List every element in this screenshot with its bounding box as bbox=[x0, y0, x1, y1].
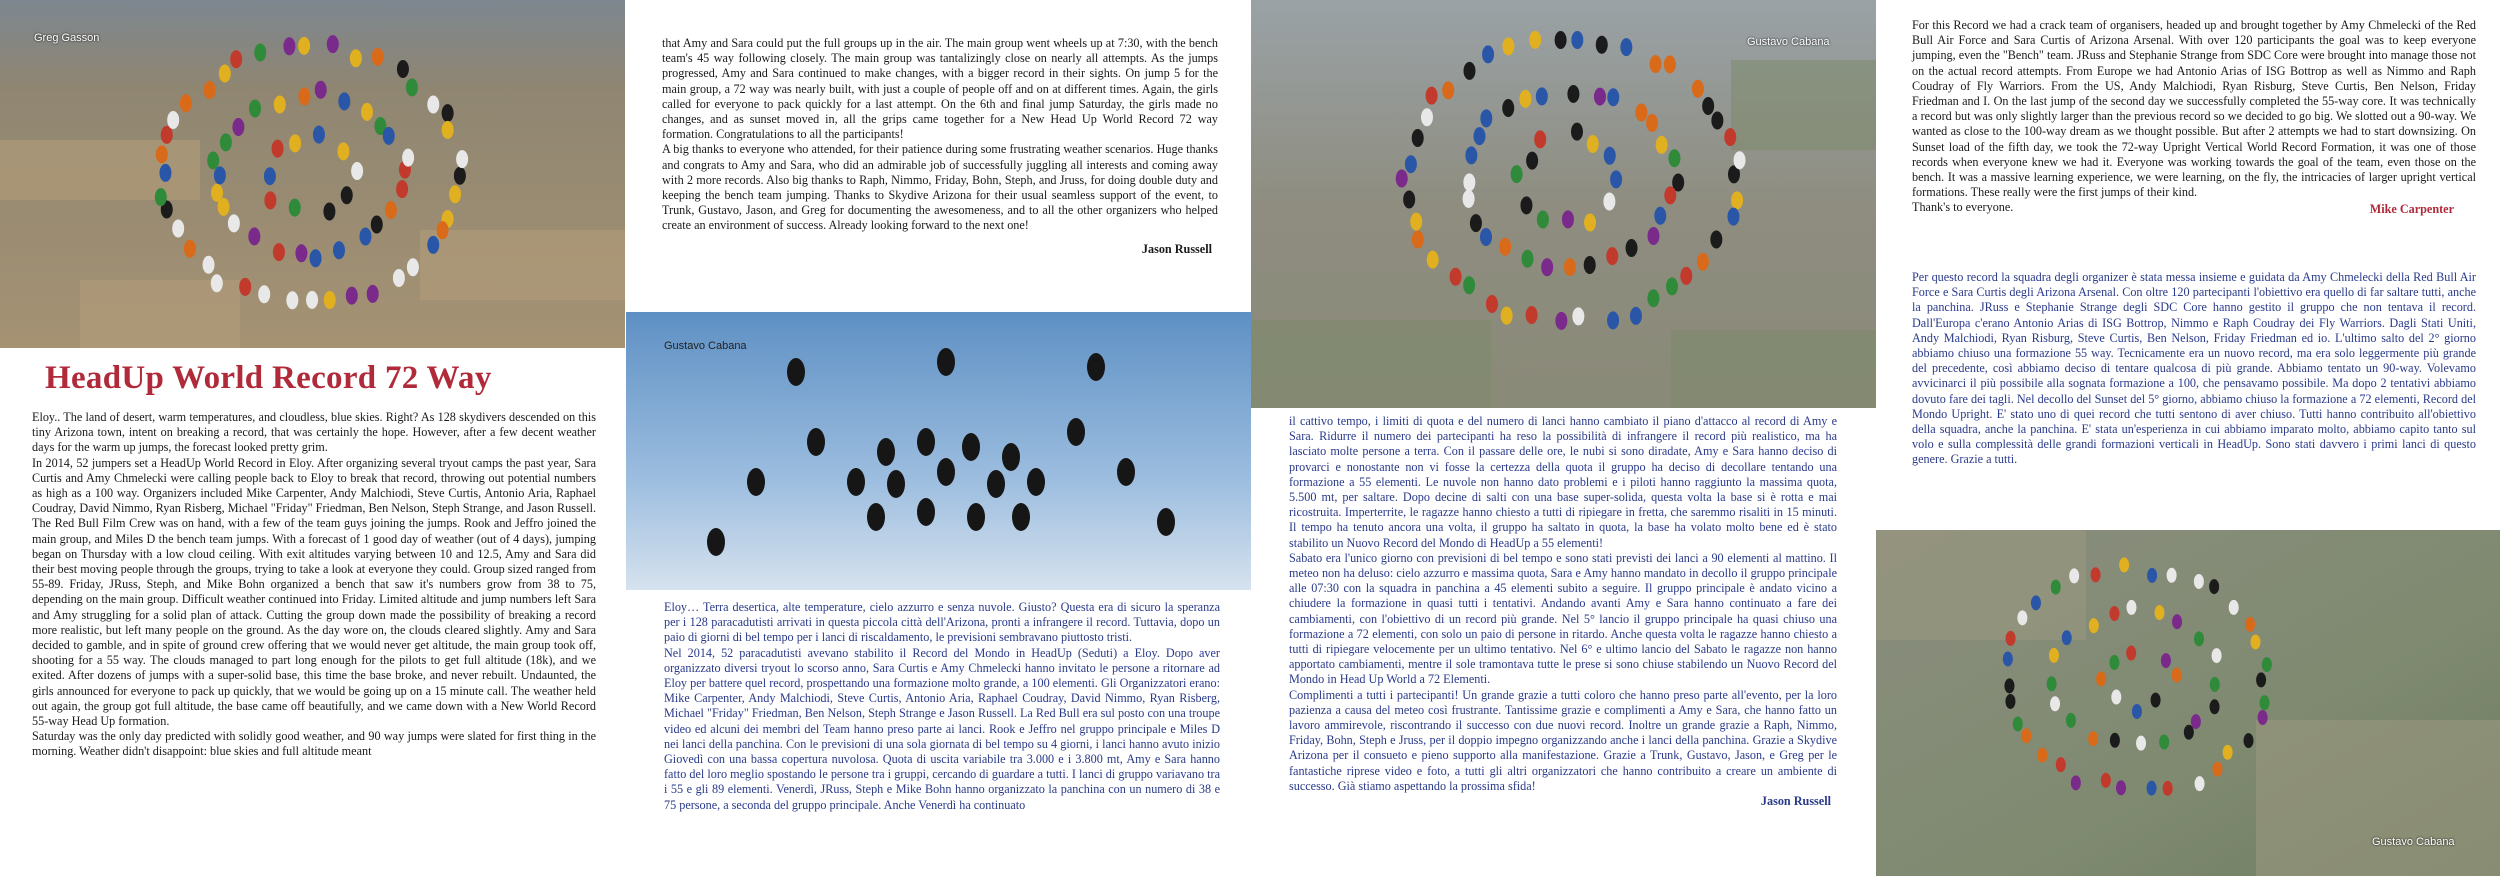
paragraph: il cattivo tempo, i limiti di quota e del numero di lanci hanno cambiato il piano d'attacco al record di Amy e Sara. Ridurre il numero dei partecipanti ha reso la possibilità di infrangere il record più realistico, ma ha lasciato molte persone a terra. Con il passare delle ore, le nubi si sono diradate, Amy e Sara hanno deciso di provarci e nonostante non vi fosse la certezza della quota il gruppo ha deciso di decollare tentando una formazione a 55 elementi. Le nuvole non hanno dato problemi e i piloti hanno raggiunto la massima quota, 5.500 mt, per saltare. Dopo decine di salti con una base super-solida, questa volta la base si è rotta e mai ricostruita. Imperterrite, le ragazze hanno chiesto a tutti di ripiegare in fretta, che saremmo risaliti in 15 minuti. Il tempo ha tenuto ancora una volta, il gruppo ha saltato in quota, la base ha volato molto bene ed è stato stabilito un Nuovo Record del Mondo di HeadUp a 55 elementi! bbox=[1289, 414, 1837, 550]
skydiver-figure bbox=[286, 291, 298, 309]
skydiver-figure bbox=[258, 285, 270, 303]
paragraph: For this Record we had a crack team of organisers, headed up and brought together by Amy Chmelecki of the Red Bull Air Force and Sara Curtis of Arizona Arsenal. With over 120 participants the goal was to keep everyone jumping, even the "Bench" team. JRuss and Stephanie Strange from SDC Core were brought into manage those not on the actual record attempts. From Europe we had Antonio Arias of ISG Bottrop as well as Nimmo and Raph Coudray of Fly Warriors. From the US, Andy Malchiodi, Ryan Risburg, Steve Curtis, Ben Nelson, Friday Friedman and I. On the last jump of the second day we successfully completed the 55-way core. It was technically a record but was only slightly larger than the previous record so we decided to go big. We slotted out a 90-way. We wanted as close to the 100-way dream as we thought possible. But after 2 attempts we had to start downsizing. On Sunset load of the fifth day, we took the 72-way Upright Vertical World Record Formation, it was one of those records when everyone knew we had it. Everyone was working towards the goal of the team, even those on the bench. It was a massive learning experience, we were learning, on the fly, the intricacies of larger upright vertical formations. These really were the first jumps of their kind. bbox=[1912, 18, 2476, 200]
skydiver-figure bbox=[1027, 468, 1045, 496]
sky-photo-graphic bbox=[626, 312, 1251, 590]
skydiver-figure bbox=[1710, 231, 1722, 249]
skydiver-figure bbox=[1087, 353, 1105, 381]
skydiver-figure bbox=[1511, 165, 1523, 183]
skydiver-figure bbox=[407, 258, 419, 276]
skydiver-figure bbox=[333, 241, 345, 259]
skydiver-figure bbox=[1630, 307, 1642, 325]
skydiver-figure bbox=[230, 50, 242, 68]
skydiver-figure bbox=[1555, 31, 1567, 49]
skydiver-figure bbox=[2184, 725, 2194, 740]
skydiver-figure bbox=[361, 103, 373, 121]
skydiver-figure bbox=[283, 37, 295, 55]
skydiver-figure bbox=[402, 149, 414, 167]
skydiver-figure bbox=[2191, 714, 2201, 729]
photo-credit-3: Gustavo Cabana bbox=[1747, 36, 1830, 48]
skydiver-figure bbox=[1470, 214, 1482, 232]
skydiver-figure bbox=[2031, 595, 2041, 610]
skydiver-figure bbox=[1603, 192, 1615, 210]
skydiver-figure bbox=[249, 100, 261, 118]
article-column-4 bbox=[1912, 18, 2476, 217]
skydiver-figure bbox=[2194, 631, 2204, 646]
skydiver-figure bbox=[1522, 250, 1534, 268]
skydiver-figure bbox=[867, 503, 885, 531]
skydiver-figure bbox=[1567, 85, 1579, 103]
skydiver-figure bbox=[155, 188, 167, 206]
skydiver-figure bbox=[1596, 36, 1608, 54]
skydiver-figure bbox=[2209, 579, 2219, 594]
skydiver-figure bbox=[2003, 651, 2013, 666]
skydiver-figure bbox=[1403, 191, 1415, 209]
skydiver-figure bbox=[2167, 568, 2177, 583]
skydiver-figure bbox=[211, 184, 223, 202]
skydiver-figure bbox=[239, 278, 251, 296]
skydiver-figure bbox=[427, 236, 439, 254]
aerial-photo-graphic-3 bbox=[1876, 530, 2500, 876]
photo-credit-1: Greg Gasson bbox=[34, 32, 100, 44]
skydiver-figure bbox=[1463, 173, 1475, 191]
skydiver-figure bbox=[1117, 458, 1135, 486]
skydiver-figure bbox=[1396, 170, 1408, 188]
skydiver-figure bbox=[449, 185, 461, 203]
skydiver-figure bbox=[1607, 311, 1619, 329]
skydiver-figure bbox=[228, 214, 240, 232]
skydiver-figure bbox=[313, 126, 325, 144]
paragraph: In 2014, 52 jumpers set a HeadUp World Record in Eloy. After organizing several tryout camps the past year, Sara Curtis and Amy Chmelecki were calling people back to Eloy to break that record, throwing out potential numbers as high as a 100 way. Organizers included Mike Carpenter, Andy Malchiodi, Steve Curtis, Antonio Aria, Raphael Coudray, David Nimmo, Ryan Risberg, Michael "Friday" Friedman, Ben Nelson, Steph Strange, and Jason Russell. The Red Bull Film Crew was on hand, with a few of the team guys joining the jumps. Rook and Jeffro joined the main group, and Miles D the bench team jumps. With a forecast of 1 good day of weather (out of 4 days), jumping began on Thursday with a low cloud ceiling. With exit altitudes varying between 10 and 12.5, Amy and Sara did their best moving people through the groups, trying to take a look at everyone they could. Group sized ranged from 55-89. Friday, JRuss, Steph, and Mike Bohn organized a bench that saw it's numbers grow from 38 to 75, depending on the main group. Difficult weather continued into Friday. Limited altitude and jump numbers left Sara and Amy struggling for a solid plan of attack. Cutting the group down made the possibility of breaking a record more realistic, but left many people on the ground. As the day wore on, the clouds cleared slightly. Amy and Sara decided to gamble, and in spite of ground crew offering that we would never get altitude, the main group took off, shooting for a 55 way. The clouds managed to part long enough for the pilots to get full altitude (18k), and we exited. After dozens of jumps with a super-solid base, this time the base broke, and never rebuilt. Undaunted, the girls announced for everyone to pack up quickly, that we would be going up on a 15 minute call. The weather held out again, the group got full altitude, the base came off beautifully, and we came down with a New World Record 55-way Head Up formation. bbox=[32, 455, 596, 729]
skydiver-figure bbox=[2136, 736, 2146, 751]
skydiver-figure bbox=[264, 191, 276, 209]
skydiver-figure bbox=[2126, 600, 2136, 615]
skydiver-figure bbox=[2109, 606, 2119, 621]
paragraph: Thank's to everyone. bbox=[1912, 200, 2014, 215]
skydiver-figure bbox=[2005, 694, 2015, 709]
skydiver-figure bbox=[203, 256, 215, 274]
skydiver-figure bbox=[359, 227, 371, 245]
skydiver-figure bbox=[264, 167, 276, 185]
skydiver-figure bbox=[1668, 149, 1680, 167]
skydiver-figure bbox=[2006, 631, 2016, 646]
skydiver-figure bbox=[2069, 568, 2079, 583]
skydiver-figure bbox=[1606, 247, 1618, 265]
skydiver-figure bbox=[1647, 227, 1659, 245]
skydiver-figure bbox=[1463, 62, 1475, 80]
skydiver-figure bbox=[2050, 696, 2060, 711]
photo-aerial-formation-2 bbox=[1251, 0, 1876, 408]
skydiver-figure bbox=[1534, 130, 1546, 148]
skydiver-figure bbox=[1520, 196, 1532, 214]
skydiver-figure bbox=[1587, 135, 1599, 153]
skydiver-figure bbox=[967, 503, 985, 531]
skydiver-figure bbox=[1664, 186, 1676, 204]
skydiver-figure bbox=[204, 81, 216, 99]
skydiver-figure bbox=[2096, 671, 2106, 686]
skydiver-figure bbox=[1502, 37, 1514, 55]
skydiver-figure bbox=[2017, 610, 2027, 625]
skydiver-figure bbox=[2047, 676, 2057, 691]
skydiver-figure bbox=[371, 216, 383, 234]
skydiver-figure bbox=[1442, 81, 1454, 99]
skydiver-figure bbox=[887, 470, 905, 498]
skydiver-figure bbox=[1697, 253, 1709, 271]
paragraph: Sabato era l'unico giorno con previsioni di bel tempo e sono stati previsti dei lanci a 90 elementi al mattino. Il meteo non ha deluso: cielo azzurro e massima quota, Sara e Amy hanno mandato in decollo il gruppo principale alle 07:30 con la squadra in panchina a 45 elementi subito a seguire. Il gruppo principale è andato vicino a chiudere la formazione in quasi tutti i tentativi. Andando avanti Amy e Sara hanno continuato a fare dei cambiamenti, con l'obiettivo di un record più grande. Nel 5° lancio il gruppo principale ha quasi chiuso una formazione a 72 elementi, con solo un paio di persone in ritardo. Anche questa volta le ragazze hanno chiesto a tutti di ripiegare velocemente per un ultimo tentativo. Nel 6° e ultimo lancio del Sabato le ragazze non hanno apportato cambiamenti, mentre il sole tramontava tutte le prese si sono chiuse stabilendo un Nuovo Record del Mondo in Head Up World a 72 Elementi. bbox=[1289, 550, 1837, 687]
skydiver-figure bbox=[2089, 618, 2099, 633]
skydiver-figure bbox=[2244, 733, 2254, 748]
skydiver-figure bbox=[1499, 238, 1511, 256]
skydiver-figure bbox=[2049, 648, 2059, 663]
skydiver-figure bbox=[383, 127, 395, 145]
skydiver-figure bbox=[2013, 716, 2023, 731]
skydiver-figure bbox=[372, 48, 384, 66]
skydiver-figure bbox=[1646, 114, 1658, 132]
skydiver-figure bbox=[2051, 580, 2061, 595]
skydiver-figure bbox=[1656, 136, 1668, 154]
skydiver-figure bbox=[1571, 31, 1583, 49]
skydiver-figure bbox=[1607, 88, 1619, 106]
skydiver-figure bbox=[1564, 258, 1576, 276]
skydiver-figure bbox=[1486, 295, 1498, 313]
article-column-3-italian bbox=[1289, 414, 1837, 809]
skydiver-figure bbox=[442, 121, 454, 139]
skydiver-figure bbox=[1519, 90, 1531, 108]
skydiver-figure bbox=[1610, 170, 1622, 188]
skydiver-figure bbox=[1473, 127, 1485, 145]
skydiver-figure bbox=[1654, 207, 1666, 225]
skydiver-figure bbox=[315, 81, 327, 99]
skydiver-figure bbox=[1724, 128, 1736, 146]
skydiver-figure bbox=[306, 291, 318, 309]
skydiver-figure bbox=[1427, 251, 1439, 269]
skydiver-figure bbox=[2066, 713, 2076, 728]
paragraph: Complimenti a tutti i partecipanti! Un grande grazie a tutti coloro che hanno preso parte all'evento, per la loro pazienza a causa del meteo così frustrante. Tantissime grazie e complimenti a Amy e Sara, che hanno fatto un lavoro ammirevole, riscontrando il successo con due nuovi record. Inoltre un grande grazie a Raph, Nimmo, Friday, Bohn, Steph e Jruss, per il doppio impegno organizzando anche i lanci della panchina. Grazie a Skydive Arizona per il consueto e pieno supporto alla manifestazione. Grazie a Trunk, Gustavo, Jason, e Greg per le fantastiche riprese video e foto, a tutti gli altri organizzatori che hanno contribuito a creare un ambiente di successo. Già stiamo aspettando la prossima sfida! bbox=[1289, 687, 1837, 793]
article-title: HeadUp World Record 72 Way bbox=[45, 360, 492, 396]
skydiver-figure bbox=[1571, 123, 1583, 141]
skydiver-figure bbox=[254, 43, 266, 61]
skydiver-figure bbox=[807, 428, 825, 456]
skydiver-figure bbox=[1502, 99, 1514, 117]
skydiver-figure bbox=[156, 145, 168, 163]
author-signature: Mike Carpenter bbox=[2369, 201, 2454, 216]
skydiver-figure bbox=[324, 291, 336, 309]
skydiver-figure bbox=[1405, 155, 1417, 173]
skydiver-figure bbox=[2154, 605, 2164, 620]
skydiver-figure bbox=[1584, 214, 1596, 232]
paragraph: Per questo record la squadra degli organizer è stata messa insieme e guidata da Amy Chmelecki della Red Bull Air Force e Sara Curtis degli Arizona Arsenal. Con oltre 120 partecipanti l'obiettivo era quello di far saltare tutti, anche la panchina. JRuss e Stephanie Strange degli SDC Core hanno gestito il gruppo che non tentava il record. Dall'Europa c'erano Antonio Arias di ISG Bottrop, Nimmo e Raph Coudray dei Fly Warriors. Dagli Stati Uniti, Andy Malchiodi, Ryan Risburg, Steve Curtis, Ben Nelson, Friday Friedman ed io. L'ultimo salto del 2° giorno abbiamo chiuso una formazione 55 way. Tecnicamente era un nuovo record, ma era solo leggermente più grande del precedente, così abbiamo deciso di tentare qualcosa di più grande. Abbiamo tentato un 90-way. Volevamo avvicinarci il più possibile alla sognata formazione a 100, che pensavamo possibile. Ma dopo 2 tentativi abbiamo dovuto fare dei tagli. Nel decollo del Sunset del 5° giorno, abbiamo chiuso la formazione a 72 elementi, Record del Mondo Upright. E' stato uno di quei record che tutti sentono di aver chiuso. Tutti hanno contribuito all'obiettivo della squadra, anche la panchina. E' stata un'esperienza in cui abbiamo imparato molto, abbiamo capito tanto sul volo e sulla complessità delle grandi formazioni verticali in HeadUp. Sono stati davvero i primi lanci di questo genere. Grazie a tutti. bbox=[1912, 270, 2476, 467]
skydiver-figure bbox=[337, 142, 349, 160]
skydiver-figure bbox=[310, 249, 322, 267]
skydiver-figure bbox=[1572, 307, 1584, 325]
skydiver-figure bbox=[2210, 677, 2220, 692]
skydiver-figure bbox=[437, 221, 449, 239]
skydiver-figure bbox=[2163, 781, 2173, 796]
skydiver-figure bbox=[1731, 191, 1743, 209]
skydiver-figure bbox=[1480, 228, 1492, 246]
skydiver-figure bbox=[2212, 762, 2222, 777]
skydiver-figure bbox=[385, 201, 397, 219]
skydiver-figure bbox=[1562, 210, 1574, 228]
skydiver-figure bbox=[2004, 678, 2014, 693]
skydiver-figure bbox=[1463, 276, 1475, 294]
skydiver-figure bbox=[180, 94, 192, 112]
skydiver-figure bbox=[159, 164, 171, 182]
skydiver-figure bbox=[787, 358, 805, 386]
skydiver-figure bbox=[2147, 781, 2157, 796]
skydiver-figure bbox=[1711, 112, 1723, 130]
skydiver-figure bbox=[2260, 695, 2270, 710]
skydiver-figure bbox=[427, 95, 439, 113]
skydiver-figure bbox=[327, 35, 339, 53]
skydiver-figure bbox=[442, 104, 454, 122]
skydiver-figure bbox=[2021, 728, 2031, 743]
skydiver-figure bbox=[184, 240, 196, 258]
article-column-1 bbox=[32, 410, 596, 760]
skydiver-figure bbox=[397, 60, 409, 78]
skydiver-figure bbox=[1555, 312, 1567, 330]
skydiver-figure bbox=[1650, 55, 1662, 73]
author-signature: Jason Russell bbox=[1760, 794, 1831, 809]
paragraph: Eloy… Terra desertica, alte temperature, cielo azzurro e senza nuvole. Giusto? Questa era di sicuro la speranza per i 128 paracadutisti arrivati in questa piccola città dell'Arizona, pronti a infrangere il record. Tuttavia, dopo un paio di giorni di bel tempo per i lanci di riscaldamento, le previsioni sembravano piuttosto tristi. bbox=[664, 600, 1220, 645]
skydiver-figure bbox=[396, 180, 408, 198]
skydiver-figure bbox=[456, 150, 468, 168]
skydiver-figure bbox=[232, 118, 244, 136]
skydiver-figure bbox=[2210, 699, 2220, 714]
skydiver-figure bbox=[2212, 648, 2222, 663]
skydiver-figure bbox=[350, 49, 362, 67]
skydiver-figure bbox=[219, 65, 231, 83]
skydiver-figure bbox=[1666, 277, 1678, 295]
skydiver-figure bbox=[917, 498, 935, 526]
skydiver-figure bbox=[289, 199, 301, 217]
skydiver-figure bbox=[289, 134, 301, 152]
skydiver-figure bbox=[937, 458, 955, 486]
skydiver-figure bbox=[1012, 503, 1030, 531]
skydiver-figure bbox=[2256, 672, 2266, 687]
skydiver-figure bbox=[351, 162, 363, 180]
skydiver-figure bbox=[295, 244, 307, 262]
skydiver-figure bbox=[2262, 657, 2272, 672]
skydiver-figure bbox=[2258, 710, 2268, 725]
skydiver-figure bbox=[338, 92, 350, 110]
skydiver-figure bbox=[2091, 567, 2101, 582]
skydiver-figure bbox=[2172, 667, 2182, 682]
skydiver-figure bbox=[1412, 231, 1424, 249]
skydiver-figure bbox=[2116, 780, 2126, 795]
skydiver-figure bbox=[2151, 693, 2161, 708]
skydiver-figure bbox=[2161, 653, 2171, 668]
photo-credit-2: Gustavo Cabana bbox=[664, 340, 747, 352]
skydiver-figure bbox=[987, 470, 1005, 498]
skydiver-figure bbox=[172, 220, 184, 238]
skydiver-figure bbox=[1426, 87, 1438, 105]
skydiver-figure bbox=[248, 227, 260, 245]
skydiver-figure bbox=[273, 243, 285, 261]
skydiver-figure bbox=[298, 87, 310, 105]
skydiver-figure bbox=[1692, 80, 1704, 98]
skydiver-figure bbox=[367, 285, 379, 303]
skydiver-figure bbox=[1480, 109, 1492, 127]
photo-aerial-formation-1 bbox=[0, 0, 625, 348]
aerial-photo-graphic-2 bbox=[1251, 0, 1876, 408]
skydiver-figure bbox=[1526, 152, 1538, 170]
skydiver-figure bbox=[211, 274, 223, 292]
skydiver-figure bbox=[1541, 258, 1553, 276]
skydiver-figure bbox=[2229, 600, 2239, 615]
skydiver-figure bbox=[2062, 630, 2072, 645]
skydiver-figure bbox=[1727, 208, 1739, 226]
skydiver-figure bbox=[2132, 704, 2142, 719]
skydiver-figure bbox=[346, 287, 358, 305]
skydiver-figure bbox=[1594, 88, 1606, 106]
skydiver-figure bbox=[1536, 87, 1548, 105]
skydiver-figure bbox=[2071, 775, 2081, 790]
skydiver-figure bbox=[1450, 268, 1462, 286]
photo-aerial-formation-3 bbox=[1876, 530, 2500, 876]
skydiver-figure bbox=[274, 95, 286, 113]
skydiver-figure bbox=[207, 151, 219, 169]
skydiver-figure bbox=[1463, 190, 1475, 208]
skydiver-figure bbox=[2194, 574, 2204, 589]
aerial-photo-graphic bbox=[0, 0, 625, 348]
skydiver-figure bbox=[2119, 557, 2129, 572]
skydiver-figure bbox=[962, 433, 980, 461]
skydiver-figure bbox=[1501, 307, 1513, 325]
skydiver-figure bbox=[1465, 146, 1477, 164]
skydiver-figure bbox=[2101, 773, 2111, 788]
article-column-2 bbox=[662, 36, 1218, 257]
skydiver-figure bbox=[161, 126, 173, 144]
skydiver-figure bbox=[393, 269, 405, 287]
skydiver-figure bbox=[2223, 745, 2233, 760]
skydiver-figure bbox=[341, 186, 353, 204]
skydiver-figure bbox=[2088, 731, 2098, 746]
skydiver-figure bbox=[1635, 104, 1647, 122]
skydiver-figure bbox=[1664, 55, 1676, 73]
skydiver-figure bbox=[937, 348, 955, 376]
skydiver-figure bbox=[298, 37, 310, 55]
skydiver-figure bbox=[1067, 418, 1085, 446]
article-column-4-italian bbox=[1912, 270, 2476, 468]
skydiver-figure bbox=[2245, 617, 2255, 632]
skydiver-figure bbox=[877, 438, 895, 466]
skydiver-figure bbox=[1529, 31, 1541, 49]
paragraph: Saturday was the only day predicted with solidly good weather, and 90 way jumps were slated for first thing in the morning. Weather didn't disappoint: blue skies and full altitude meant bbox=[32, 729, 596, 759]
paragraph: that Amy and Sara could put the full groups up in the air. The main group went wheels up at 7:30, with the bench team's 45 way following closely. The main group was tantalizingly close on nearly all attempts. As the jumps progressed, Amy and Sara continued to make changes, with a bigger record in their sights. On jump 5 for the main group, a 72 way was nearly built, with just a couple of people off and on at different times. Again, the girls called for everyone to pack quickly for a last attempt. On the 6th and final jump Saturday, the girls made no changes, and as sunset moved in, all the grips came together for a New Head Up World Record 72 way formation. Congratulations to all the participants! bbox=[662, 36, 1218, 142]
paragraph: Eloy.. The land of desert, warm temperatures, and cloudless, blue skies. Right? As 128 skydivers descended on this tiny Arizona town, intent on breaking a record, that was certainly the hope. However, after a few decent weather days for the warm up jumps, the forecast looked pretty grim. bbox=[32, 410, 596, 455]
skydiver-figure bbox=[917, 428, 935, 456]
skydiver-figure bbox=[747, 468, 765, 496]
skydiver-figure bbox=[2037, 748, 2047, 763]
skydiver-figure bbox=[1680, 267, 1692, 285]
skydiver-figure bbox=[1157, 508, 1175, 536]
skydiver-figure bbox=[2159, 735, 2169, 750]
skydiver-figure bbox=[1482, 45, 1494, 63]
skydiver-figure bbox=[2111, 690, 2121, 705]
paragraph: A big thanks to everyone who attended, for their patience during some frustrating weather scenarios. Huge thanks and congrats to Amy and Sara, who did an admirable job of successfully juggling all interests and coming away with 2 more records. Also big thanks to Raph, Nimmo, Friday, Bohn, Steph, and Jruss, for doing double duty and keeping the bench team jumping. Thanks to Skydive Arizona for their usual seamless support of the event, to Trunk, Gustavo, Jason, and Greg for documenting the awesomeness, and to all the other organizers who helped create an environment of success. Already looking forward to the next one! bbox=[662, 142, 1218, 233]
skydiver-figure bbox=[2195, 776, 2205, 791]
skydiver-figure bbox=[2109, 655, 2119, 670]
photo-sky-formation bbox=[626, 312, 1251, 590]
skydiver-figure bbox=[2147, 568, 2157, 583]
skydiver-figure bbox=[1620, 38, 1632, 56]
skydiver-figure bbox=[707, 528, 725, 556]
skydiver-figure bbox=[847, 468, 865, 496]
skydiver-figure bbox=[1584, 256, 1596, 274]
skydiver-figure bbox=[1702, 97, 1714, 115]
photo-credit-4: Gustavo Cabana bbox=[2372, 836, 2455, 848]
skydiver-figure bbox=[272, 140, 284, 158]
skydiver-figure bbox=[2172, 614, 2182, 629]
article-column-2-italian bbox=[664, 600, 1220, 813]
skydiver-figure bbox=[2250, 634, 2260, 649]
skydiver-figure bbox=[1410, 213, 1422, 231]
skydiver-figure bbox=[406, 78, 418, 96]
skydiver-figure bbox=[1526, 306, 1538, 324]
skydiver-figure bbox=[1421, 108, 1433, 126]
skydiver-figure bbox=[214, 166, 226, 184]
author-signature: Jason Russell bbox=[1141, 241, 1212, 256]
skydiver-figure bbox=[323, 203, 335, 221]
skydiver-figure bbox=[2126, 646, 2136, 661]
paragraph: Nel 2014, 52 paracadutisti avevano stabilito il Record del Mondo in HeadUp (Seduti) a Eloy. Dopo aver organizzato diversi tryout lo scorso anno, Sara Curtis e Amy Chmelecki hanno invitato le persone a ritornare ad Eloy per battere quel record, prospettando una formazione molto grande, a 100 elementi. Gli Organizzatori erano: Mike Carpenter, Andy Malchiodi, Steve Curtis, Antonio Aria, Raphael Coudray, David Nimmo, Ryan Risberg, Michael "Friday" Friedman, Ben Nelson, Steph Strange e Jason Russell. La Red Bull era sul posto con una troupe video ed alcuni dei membri del Team hanno preso parte ai lanci. Rook e Jeffro nel gruppo principale e Miles D nei lanci della panchina. Con le previsioni di una sola giornata di bel tempo su 4 giorni, i lanci hanno avuto inizio Giovedì con una bassa copertura nuvolosa. Quota di uscita variabile tra 3.000 e i 3.800 mt, Amy e Sara hanno fatto del loro meglio spostando le persone tra i gruppi, cercando di guardare a tutti. I lanci di gruppo variavano tra i 55 e gli 89 elementi. Venerdì, JRuss, Steph e Mike Bohn hanno organizzato la panchina con un numero di 38 e 75 persone, a seconda del gruppo principale. Anche Venerdì ha continuato bbox=[664, 645, 1220, 812]
skydiver-figure bbox=[1604, 147, 1616, 165]
skydiver-figure bbox=[2110, 733, 2120, 748]
skydiver-figure bbox=[2056, 757, 2066, 772]
skydiver-figure bbox=[1002, 443, 1020, 471]
skydiver-figure bbox=[454, 167, 466, 185]
skydiver-figure bbox=[1412, 129, 1424, 147]
skydiver-figure bbox=[1626, 239, 1638, 257]
skydiver-figure bbox=[220, 133, 232, 151]
skydiver-figure bbox=[167, 111, 179, 129]
skydiver-figure bbox=[1537, 210, 1549, 228]
skydiver-figure bbox=[1734, 151, 1746, 169]
skydiver-figure bbox=[1647, 289, 1659, 307]
